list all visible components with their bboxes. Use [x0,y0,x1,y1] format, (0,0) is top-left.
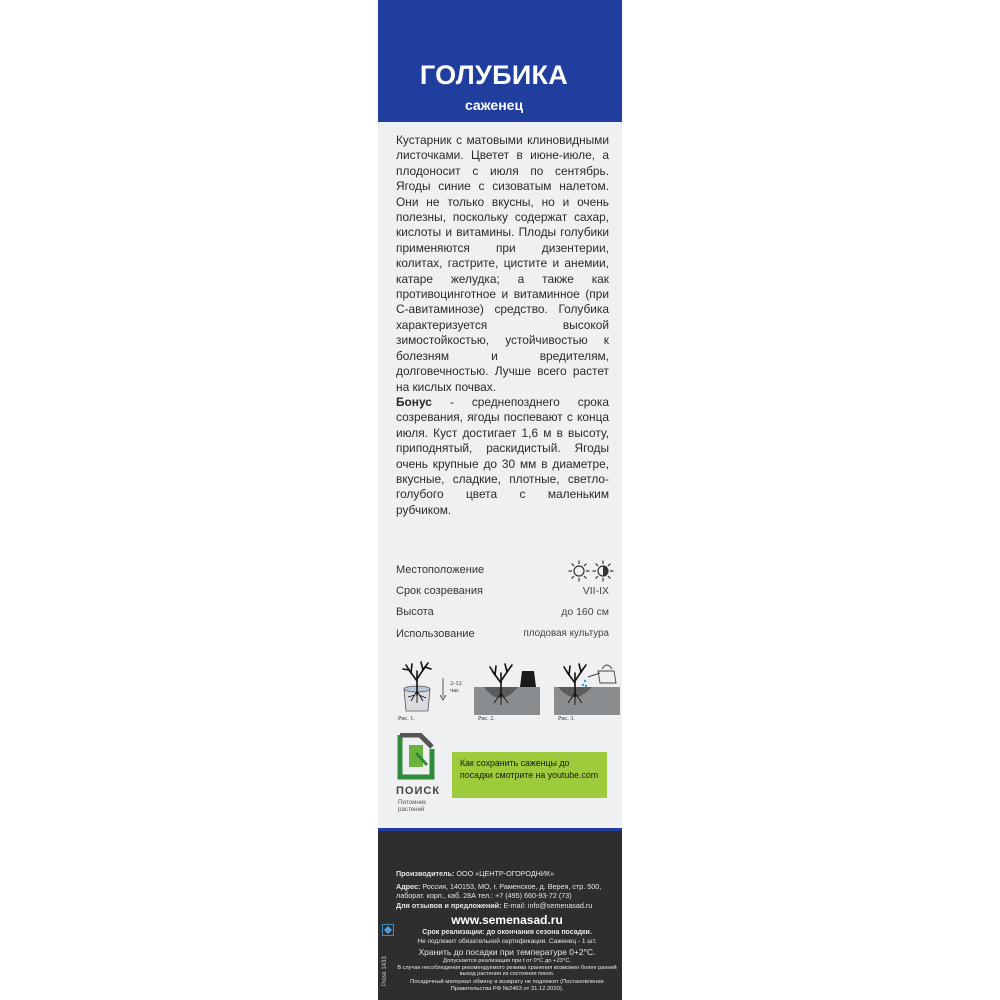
prop-usage-label: Использование [396,628,475,640]
address-line [396,882,618,900]
sale-term: Срок реализации: до окончания сезона посадки. [422,929,592,936]
arrow-down-icon [438,677,448,701]
feedback-value: E-mail: info@semenasad.ru [501,901,593,910]
prop-usage-value: плодовая культура [523,628,609,639]
prop-usage [396,628,609,646]
fig-3-label: Рис. 3. [558,716,575,722]
address-label: Адрес: [396,882,421,891]
brand-sub-line1: Питомник [398,799,426,806]
brand-subtitle [398,799,426,813]
prop-ripening-value: VII-IX [582,585,609,597]
planting-hole-icon [474,661,540,715]
promo-text: Как сохранить саженцы до посадки смотрите на youtube.com [460,758,599,780]
planting-instructions [396,655,609,725]
product-title: ГОЛУБИКА [419,60,569,90]
fig-1-label: Рис. 1. [398,716,415,722]
brand-name: ПОИСК [396,785,441,797]
soaking-unit: час [450,687,460,694]
website: www.semenasad.ru [451,913,563,927]
product-code: Poisk 1433 [382,956,388,986]
prop-ripening [396,585,609,603]
prop-location-label: Местоположение [396,564,485,576]
prop-height-value: до 160 см [561,606,609,618]
transport: Допускается реализация при t от 0°С до +23°С. [442,958,572,964]
brand-sub-line2: растений [398,806,425,813]
variety-text: - среднепозднего срока созревания, ягоды поспевают с конца июля. Куст достигает 1,6 м в высоту, приподнятый, раскидистый. Ягоды очень крупные до 30 мм в диаметре, вкусные, сладкие, плотные, светло-голубого цвета с маленьким рубчиком. [396,394,609,517]
feedback-label: Для отзывов и предложений: [396,901,502,910]
header-band [378,0,622,122]
diamond-icon [382,924,394,936]
footer [378,831,622,1000]
youtube-promo-banner [452,752,607,798]
product-subtitle: саженец [464,97,524,113]
variety-paragraph [396,395,609,518]
address-value: Россия, 140153, МО, г. Раменское, д. Верея, стр. 500, лаборат. корп., каб. 28А тел.: +7 (495) 660-93-72 (73) [396,882,602,900]
certification: Не подлежит обязательной сертификации. Саженец - 1 шт. [417,938,597,945]
description [396,133,609,518]
poisk-logo-icon [396,733,436,783]
variety-name: Бонус [396,394,432,409]
product-card [378,0,622,1000]
producer-label: Производитель: [396,869,455,878]
prop-location [396,560,609,578]
producer-line [396,869,618,878]
warning-return: Посадочный материал обмену и возврату не подлежит (Постановление Правительства РФ №2463 от 31.12.2020). [410,979,604,992]
soaking-time [450,680,462,694]
prop-height-label: Высота [396,606,434,618]
brand-block [378,733,622,833]
storage: Хранить до посадки при температуре 0+2°С. [418,947,596,957]
half-shade-icon [592,560,614,582]
warning-storage: В случае несоблюдения рекомендуемого режима хранения возможен более ранний выход растения из состояния покоя. [397,965,617,978]
prop-height [396,606,609,624]
sun-icon [568,560,590,582]
soaking-hours: 2-12 [450,680,462,687]
feedback-line [396,901,618,910]
fig-2-label: Рис. 2. [478,716,495,722]
producer-value: ООО «ЦЕНТР-ОГОРОДНИК» [454,869,555,878]
watering-icon [554,655,620,715]
description-paragraph: Кустарник с матовыми клиновидными листочками. Цветет в июне-июле, а плодоносит с июля по сентябрь. Ягоды синие с сизоватым налетом. Они не только вкусны, но и очень полезны, поскольку содержат сахар, кислоты и витамины. Плоды голубики применяются при дизентерии, колитах, гастрите, цистите и анемии, катаре желудка; а также как противоцинготное и витаминное (при С-авитаминозе) средство. Голубика характеризуется высокой зимостойкостью, устойчивостью к болезням и вредителям, долговечностью. Лучше всего растет на кислых почвах. [396,133,609,394]
prop-ripening-label: Срок созревания [396,585,483,597]
